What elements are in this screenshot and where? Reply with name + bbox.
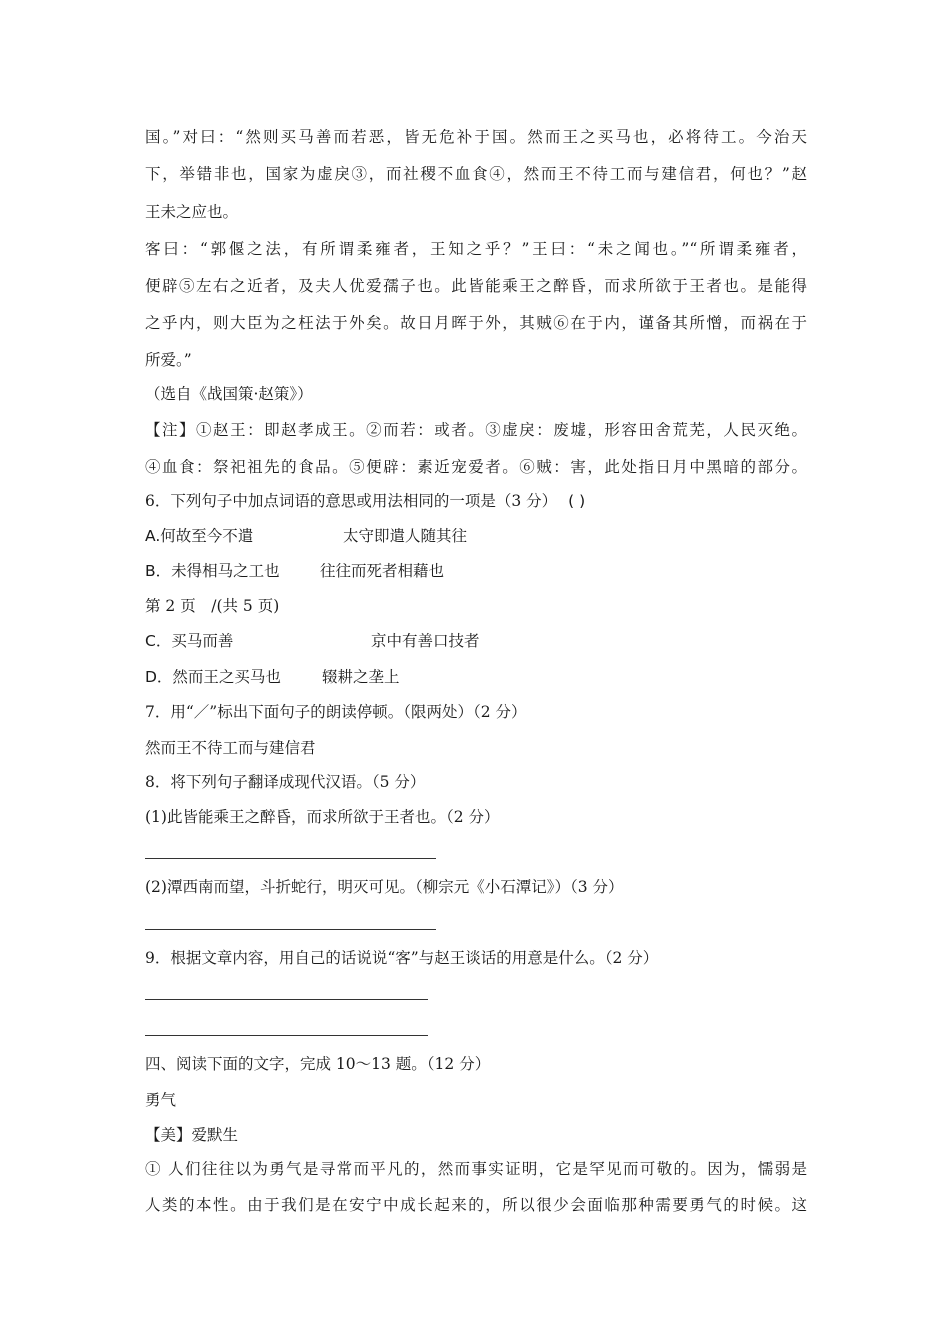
option-c bbox=[145, 631, 480, 651]
article-title: 勇气 bbox=[145, 1091, 177, 1109]
option-b bbox=[145, 561, 444, 581]
question-8-item-2: (2)潭西南而望，斗折蛇行，明灭可见。（柳宗元《小石潭记》）（3 分） bbox=[145, 878, 624, 896]
passage-source: （选自《战国策·赵策》） bbox=[145, 385, 313, 403]
passage-line: 国。”对曰：“然则买马善而若恶，皆无危补于国。然而王之买马也，必将待工。今治天 bbox=[145, 128, 807, 146]
answer-line[interactable] bbox=[145, 929, 436, 930]
annotation-note: 【注】①赵王：即赵孝成王。②而若：或者。③虚戾：废墟，形容田舍荒芜，人民灭绝。 bbox=[145, 421, 807, 439]
option-b-right: 往往而死者相藉也 bbox=[320, 562, 445, 580]
question-6-stem bbox=[145, 491, 585, 511]
option-d-left: D．然而王之买马也 bbox=[145, 668, 281, 686]
passage-line: 下，举错非也，国家为虚戾③，而社稷不血食④，然而王不待工而与建信君，何也？”赵 bbox=[145, 165, 807, 183]
section-4-heading: 四、阅读下面的文字，完成 10～13 题。（12 分） bbox=[145, 1055, 491, 1073]
question-6-text: 6．下列句子中加点词语的意思或用法相同的一项是（3 分） bbox=[145, 492, 558, 510]
option-d-right: 辍耕之垄上 bbox=[322, 668, 400, 686]
option-a-left: A.何故至今不遣 bbox=[145, 527, 254, 545]
answer-line[interactable] bbox=[145, 858, 436, 859]
option-c-right: 京中有善口技者 bbox=[371, 632, 480, 650]
article-author: 【美】爱默生 bbox=[145, 1126, 239, 1144]
question-8-stem: 8．将下列句子翻译成现代汉语。（5 分） bbox=[145, 773, 426, 791]
answer-line[interactable] bbox=[145, 999, 428, 1000]
option-a-right: 太守即遣人随其往 bbox=[343, 527, 468, 545]
question-7-sentence: 然而王不待工而与建信君 bbox=[145, 739, 316, 757]
option-c-left: C．买马而善 bbox=[145, 632, 234, 650]
question-9-stem: 9．根据文章内容，用自己的话说说“客”与赵王谈话的用意是什么。（2 分） bbox=[145, 949, 659, 967]
question-7-stem: 7．用“／”标出下面句子的朗读停顿。（限两处）（2 分） bbox=[145, 703, 527, 721]
option-a bbox=[145, 526, 467, 546]
passage-line: 便辟⑤左右之近者，及夫人优爱孺子也。此皆能乘王之醉昏，而求所欲于王者也。是能得 bbox=[145, 277, 807, 295]
passage-line: 所爱。” bbox=[145, 351, 192, 369]
answer-line[interactable] bbox=[145, 1035, 428, 1036]
passage-line: 之乎内，则大臣为之枉法于外矣。故日月晖于外，其贼⑥在于内，谨备其所憎，而祸在于 bbox=[145, 314, 807, 332]
article-paragraph-line: ① 人们往往以为勇气是寻常而平凡的，然而事实证明，它是罕见而可敬的。因为，懦弱是 bbox=[145, 1160, 807, 1178]
option-b-left: B．未得相马之工也 bbox=[145, 562, 280, 580]
question-8-item-1: (1)此皆能乘王之醉昏，而求所欲于王者也。（2 分） bbox=[145, 808, 500, 826]
page-footer: 第 2 页 /(共 5 页) bbox=[145, 597, 280, 615]
answer-parentheses: ( ) bbox=[568, 492, 586, 510]
passage-line: 王未之应也。 bbox=[145, 203, 239, 221]
annotation-note: ④血食：祭祀祖先的食品。⑤便辟：素近宠爱者。⑥贼：害，此处指日月中黑暗的部分。 bbox=[145, 458, 807, 476]
option-d bbox=[145, 667, 400, 687]
passage-line: 客曰：“郭偃之法，有所谓柔雍者，王知之乎？”王曰：“未之闻也。”“所谓柔雍者， bbox=[145, 240, 807, 258]
article-paragraph-line: 人类的本性。由于我们是在安宁中成长起来的，所以很少会面临那种需要勇气的时候。这 bbox=[145, 1196, 807, 1214]
